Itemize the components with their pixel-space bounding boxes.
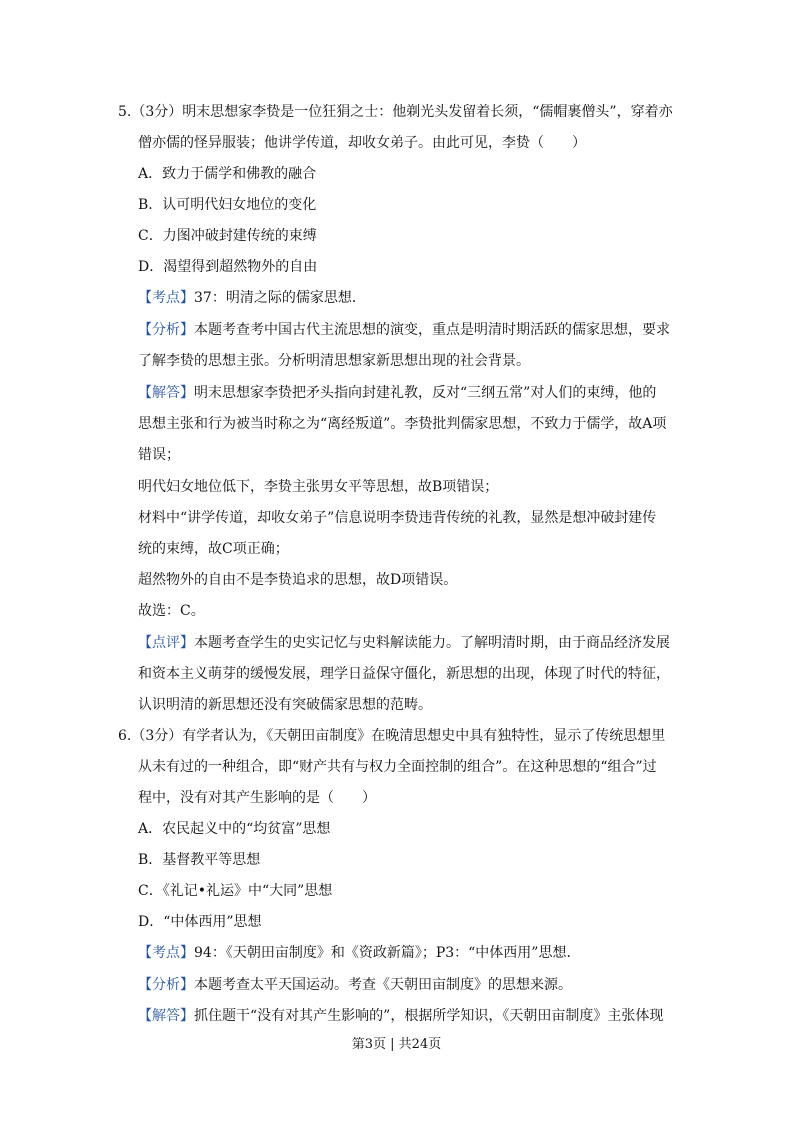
q5-jieda-line-4: 明代妇女地位低下，李贽主张男女平等思想，故B项错误； [138, 479, 499, 495]
q6-jieda-text-1: 抓住题干“没有对其产生影响的”，根据所学知识，《天朝田亩制度》主张体现 [194, 1008, 664, 1024]
q6-jieda-line-1 [138, 1006, 663, 1026]
q5-stem-line-1: 5.（3分）明末思想家李贽是一位狂狷之士：他剃光头发留着长须，“儒帽裹僧头”，穿着亦 [118, 104, 673, 120]
fenxi-tag: 【分析】 [138, 977, 194, 993]
q5-fenxi-text-1: 本题考查考中国古代主流思想的演变，重点是明清时期活跃的儒家思想，要求 [194, 322, 670, 338]
q5-jieda-line-3: 错误； [138, 447, 180, 463]
fenxi-tag: 【分析】 [138, 322, 194, 338]
q5-option-a: A．致力于儒学和佛教的融合 [138, 166, 317, 182]
jieda-tag: 【解答】 [138, 385, 194, 401]
q5-kaodian-text: 37：明清之际的儒家思想． [194, 290, 366, 306]
q5-option-d: D．渴望得到超然物外的自由 [138, 259, 318, 275]
q5-stem-line-2: 僧亦儒的怪异服装；他讲学传道，却收女弟子。由此可见，李贽（ ） [138, 135, 586, 151]
q6-option-d: D．“中体西用”思想 [138, 914, 262, 930]
q5-dianping-text-1: 本题考查学生的史实记忆与史料解读能力。了解明清时期，由于商品经济发展 [194, 635, 670, 651]
q5-jieda-text-1: 明末思想家李贽把矛头指向封建礼教，反对“三纲五常”对人们的束缚，他的 [194, 385, 657, 401]
q6-stem-line-1: 6.（3分）有学者认为，《天朝田亩制度》在晚清思想史中具有独特性，显示了传统思想里 [118, 728, 666, 744]
kaodian-tag: 【考点】 [138, 290, 194, 306]
q6-fenxi [138, 975, 572, 995]
q5-kaodian [138, 288, 366, 308]
q5-jieda-line-7: 超然物外的自由不是李贽追求的思想，故D项错误。 [138, 572, 458, 588]
q5-dianping-line-3: 认识明清的新思想还没有突破儒家思想的范畴。 [138, 697, 432, 713]
q6-kaodian-text: 94：《天朝田亩制度》和《资政新篇》；P3：“中体西用”思想． [194, 945, 581, 961]
q6-fenxi-text: 本题考查太平天国运动。考查《天朝田亩制度》的思想来源。 [194, 977, 572, 993]
q6-option-b: B．基督教平等思想 [138, 852, 261, 868]
q5-fenxi-line-2: 了解李贽的思想主张。分析明清思想家新思想出现的社会背景。 [138, 353, 530, 369]
q5-dianping-line-2: 和资本主义萌芽的缓慢发展，理学日益保守僵化，新思想的出现，体现了时代的特征， [138, 666, 670, 682]
q5-dianping-line-1 [138, 633, 670, 653]
q5-option-b: B．认可明代妇女地位的变化 [138, 197, 317, 213]
q5-jieda-line-2: 思想主张和行为被当时称之为“离经叛道”。李贽批判儒家思想，不致力于儒学，故A项 [138, 416, 667, 432]
q6-option-c: C．《礼记•礼运》中“大同”思想 [138, 883, 333, 899]
q5-answer: 故选：C。 [138, 603, 205, 619]
jieda-tag: 【解答】 [138, 1008, 194, 1024]
page-footer: 第3页 | 共24页 [351, 1037, 442, 1052]
q5-jieda-line-1 [138, 383, 656, 403]
dianping-tag: 【点评】 [138, 635, 194, 651]
q5-jieda-line-5: 材料中“讲学传道，却收女弟子”信息说明李贽违背传统的礼教，显然是想冲破封建传 [138, 510, 657, 526]
q5-fenxi-line-1 [138, 320, 670, 340]
q5-option-c: C．力图冲破封建传统的束缚 [138, 228, 317, 244]
q6-stem-line-2: 从未有过的一种组合，即“财产共有与权力全面控制的组合”。在这种思想的“组合”过 [138, 759, 657, 775]
q6-stem-line-3: 程中，没有对其产生影响的是（ ） [138, 790, 376, 806]
q6-option-a: A．农民起义中的“均贫富”思想 [138, 821, 331, 837]
q5-jieda-line-6: 统的束缚，故C项正确； [138, 541, 289, 557]
q6-kaodian [138, 943, 580, 963]
kaodian-tag: 【考点】 [138, 945, 194, 961]
